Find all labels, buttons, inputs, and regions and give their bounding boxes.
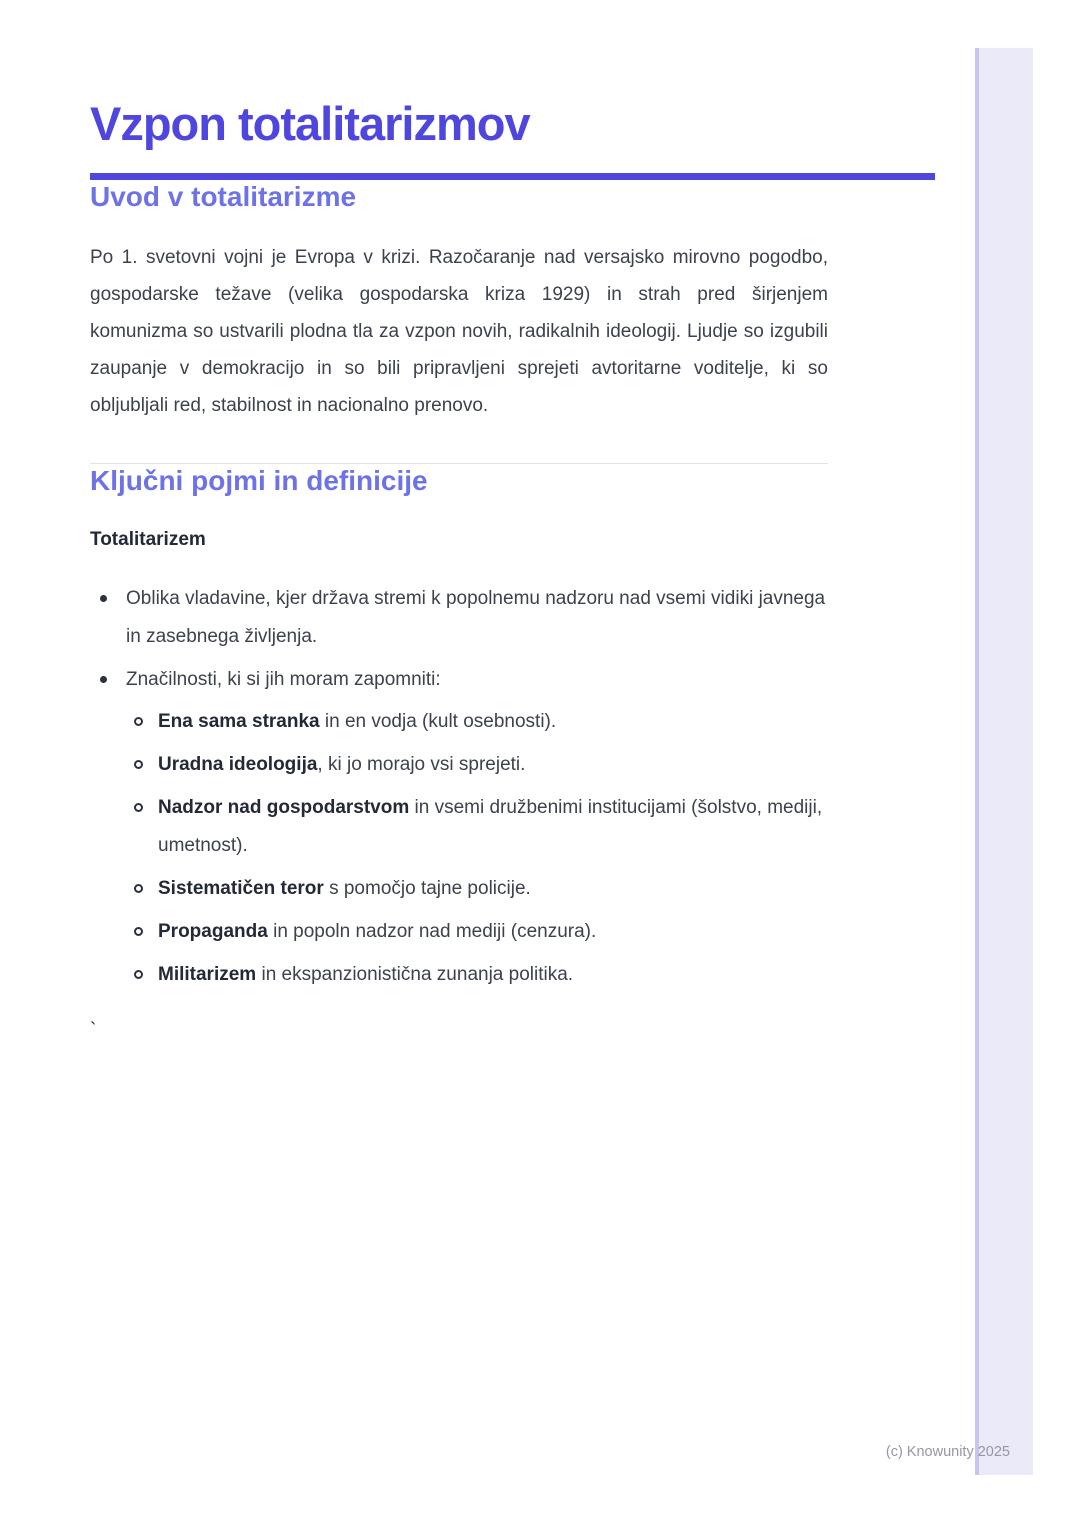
section-heading-uvod: Uvod v totalitarizme xyxy=(90,181,357,212)
page-title: Vzpon totalitarizmov xyxy=(90,97,530,150)
copyright-footer: (c) Knowunity 2025 xyxy=(885,1444,1010,1460)
list-item-text: Značilnosti, ki si jih moram zapomniti: xyxy=(126,669,441,690)
bullet-circle-icon xyxy=(134,760,143,769)
sub-item-bold-text: Militarizem xyxy=(158,964,257,985)
sub-item-bold-text: Nadzor nad gospodarstvom xyxy=(158,797,410,818)
sub-item-text: in popoln nadzor nad mediji (cenzura). xyxy=(267,921,597,942)
sub-item-text: in ekspanzionistična zunanja politika. xyxy=(256,964,574,985)
sub-item-text: in vsemi družbenimi institucijami (šolstvo, mediji, umetnost). xyxy=(158,797,823,856)
section-heading-kljucni-pojmi: Ključni pojmi in definicije xyxy=(90,465,428,496)
sub-item-bold-text: Sistematičen teror xyxy=(158,878,324,899)
sub-item-text: , ki jo morajo vsi sprejeti. xyxy=(317,754,526,775)
sub-bullet-list xyxy=(126,703,828,994)
sub-list-item-nadzor-nad-gospodarstvom xyxy=(126,789,828,865)
list-item-znacilnosti xyxy=(90,661,828,994)
list-item-text: Oblika vladavine, kjer država stremi k popolnemu nadzoru nad vsemi vidiki javnega in zasebnega življenja. xyxy=(126,588,826,647)
term-subheading: Totalitarizem xyxy=(90,529,206,550)
sub-list-item-sistematicen-teror xyxy=(126,870,828,908)
bullet-dot-icon xyxy=(100,595,107,602)
sub-item-bold-text: Propaganda xyxy=(158,921,268,942)
sub-item-text: in en vodja (kult osebnosti). xyxy=(319,711,557,732)
stray-backtick-character: ` xyxy=(90,1020,97,1041)
intro-paragraph: Po 1. svetovni vojni je Evropa v krizi. Razočaranje nad versajsko mirovno pogodbo, gospodarske težave (velika gospodarska kriza 1929) in strah pred širjenjem komunizma so ustvarili plodna tla za vzpon novih, radikalnih ideologij. Ljudje so izgubili zaupanje v demokracijo in so bili pripravljeni sprejeti avtoritarne voditelje, ki so obljubljali red, stabilnost in nacionalno prenovo. xyxy=(90,247,828,416)
title-underline-rule xyxy=(90,173,935,180)
bullet-circle-icon xyxy=(134,884,143,893)
list-item-oblika xyxy=(90,580,828,656)
sub-item-bold-text: Uradna ideologija xyxy=(158,754,318,775)
bullet-dot-icon xyxy=(100,676,107,683)
sub-list-item-militarizem xyxy=(126,956,828,994)
page-content xyxy=(90,0,828,1042)
sub-list-item-uradna-ideologija xyxy=(126,746,828,784)
bullet-list xyxy=(90,580,828,994)
bullet-circle-icon xyxy=(134,927,143,936)
sub-list-item-ena-sama-stranka xyxy=(126,703,828,741)
bullet-circle-icon xyxy=(134,717,143,726)
sub-item-text: s pomočjo tajne policije. xyxy=(323,878,531,899)
sub-item-bold-text: Ena sama stranka xyxy=(158,711,320,732)
bullet-circle-icon xyxy=(134,970,143,979)
right-margin-stripe xyxy=(975,48,1033,1475)
sub-list-item-propaganda xyxy=(126,913,828,951)
bullet-circle-icon xyxy=(134,803,143,812)
